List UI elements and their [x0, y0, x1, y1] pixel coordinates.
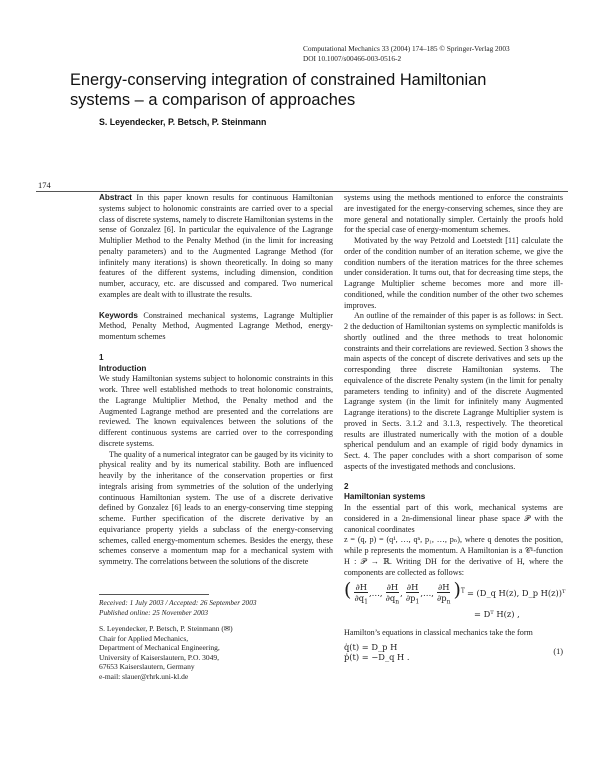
partial-p1: $\frac{\partial H}{\partial p_1}$ — [405, 581, 420, 606]
section-1-title: Introduction — [99, 363, 147, 373]
divider-rule — [36, 191, 568, 192]
section-2-title: Hamiltonian systems — [344, 492, 426, 502]
section-1-number: 1 — [99, 352, 104, 362]
partial-pn: $\frac{\partial H}{\partial p_n}$ — [436, 581, 451, 606]
gradient-rhs-2: = Dᵀ H(z) , — [474, 609, 520, 620]
keywords-label: Keywords — [99, 310, 138, 320]
section-2-paragraph-1b: z = (q, p) = (q¹, …, qⁿ, p₁, …, pₙ), where q denotes the position, while p represents the momentum. A Hamiltonian is a 𝒞¹-function H : 𝒫 → ℝ. Writing DH for the derivative of H, where the components are collected as follows: — [344, 535, 563, 577]
paper-title — [70, 70, 540, 110]
section-1-paragraph-4: Motivated by the way Petzold and Loetstedt [11] calculate the order of the condition number of an iteration scheme, we give the condition numbers of the iteration matrices for the three schemes under consideration. It turns out, that for decreasing time steps, the Lagrange Multiplier scheme becomes more and more ill-conditioned, while the condition number of the other two schemes improves. — [344, 236, 563, 310]
gradient-equation: ( $\frac{\partial H}{\partial q_1}$ ,…, $\frac{\partial H}{\partial q_n}$ , $\frac{\partial H}{\partial p_1}$ ,…, $\frac{\partial H}{\partial p_n}$ )$^T$ = (D_q H(z), D_p H(z))ᵀ — [344, 579, 566, 606]
section-1-paragraph-3: systems using the methods mentioned to enforce the constraints are investigated for the energy-conserving schemes, since they are more general and notationally simpler. Certainly the proofs hold for the special case of energy-momentum schemes. — [344, 193, 563, 235]
address-line-5: 67653 Kaiserslautern, Germany — [99, 662, 195, 671]
abstract-text: In this paper known results for continuous Hamiltonian systems subject to holonomic constraints are carried over to a special class of discrete systems, namely to discrete Hamiltonian systems in the sense of Gonzalez [6]. In particular the equivalence of the Lagrange Multiplier Method to the Penalty Method (in the limit for increasing penalty parameters) and to the Augmented Lagrange Method (for infinitely many iterations) is shown theoretically. In doing so many features of the different systems, including dimension, condition number, accuracy, etc. are discussed and compared. Two numerical examples are dealt with to illustrate the results. — [99, 193, 334, 299]
section-2-paragraph-1a: In the essential part of this work, mechanical systems are considered in a 2n-dimensional linear phase space 𝒫 with the canonical coordinates — [344, 503, 563, 534]
address-line-3: Department of Mechanical Engineering, — [99, 643, 220, 652]
address-line-1: S. Leyendecker, P. Betsch, P. Steinmann (✉) — [99, 624, 233, 633]
section-1-paragraph-1: We study Hamiltonian systems subject to holonomic constraints in this work. Three well established methods to treat holonomic constraints, the Lagrange Multiplier Method, the Penalty method and the Augmented Lagrange method are presented and the correlations are reviewed. The known equivalences between the solutions of the different continuous systems are carried over to the corresponding discrete systems. — [99, 374, 333, 448]
equation-number: (1) — [553, 646, 563, 656]
email[interactable]: e-mail: slauer@rhrk.uni-kl.de — [99, 671, 189, 681]
gradient-rhs-1: = (D_q H(z), D_p H(z))ᵀ — [466, 588, 566, 599]
published-online: Published online: 25 November 2003 — [99, 607, 209, 617]
doi-line: DOI 10.1007/s00466-003-0516-2 — [303, 54, 402, 63]
authors: S. Leyendecker, P. Betsch, P. Steinmann — [99, 117, 267, 127]
section-2-number: 2 — [344, 481, 349, 491]
section-2-paragraph-2: Hamilton’s equations in classical mechanics take the form — [344, 627, 533, 637]
received-accepted: Received: 1 July 2003 / Accepted: 26 September 2003 — [99, 598, 257, 607]
abstract — [99, 193, 333, 301]
section-1-paragraph-2: The quality of a numerical integrator can be gauged by its vicinity to physical reality and by its numerical stability. Both are influenced heavily by the inheritance of the conservation properties or first integrals arising from symmetries of the solution of the underlying continuous Hamiltonian system. The use of a discrete derivative defined by Gonzalez [6] leads to an energy-conserving time stepping scheme. Further specification of the discrete derivative by an equivariance property yields a subclass of the energy-conserving schemes, called energy-momentum schemes. Besides the energy, these schemes conserve a momentum map for a mechanical system with symmetry. The correlations between the solutions of the discrete — [99, 449, 333, 566]
journal-line: Computational Mechanics 33 (2004) 174–185 © Springer-Verlag 2003 — [303, 44, 510, 53]
keywords-text: Constrained mechanical systems, Lagrange Multiplier Method, Penalty Method, Augmented Lagrange Method, energy-momentum schemes — [99, 310, 333, 341]
address-line-4: University of Kaiserslautern, P.O. 3049, — [99, 652, 219, 662]
keywords — [99, 311, 333, 343]
partial-qn: $\frac{\partial H}{\partial q_n}$ — [385, 581, 400, 606]
footnote-rule — [99, 594, 209, 595]
address-line-2: Chair for Applied Mechanics, — [99, 633, 189, 643]
received-dates — [99, 598, 333, 617]
hamilton-equations — [344, 642, 563, 664]
section-1-paragraph-5: An outline of the remainder of this paper is as follows: in Sect. 2 the deduction of Hamiltonian systems on symplectic manifolds is shortly outlined and the three methods to treat holonomic constraints and their correlations are reviewed. Section 3 shows the main aspects of the concept of discrete derivatives and sets up the corresponding three discrete Hamiltonian systems. The equivalence of the discrete Penalty system (in the limit for penalty parameters tending to infinity) and of the discrete Augmented Lagrange system (in the limit for infinitely many Augmented Lagrange iterations) to the discrete Lagrange Multiplier system is proved in Sects. 3.1.2 and 3.1.3, respectively. The theoretical results are illustrated numerically with the motion of a double spherical pendulum and an example of rigid body dynamics in Sect. 4. The paper concludes with a short comparison of some aspects of the investigated methods and conclusions. — [344, 311, 563, 471]
author-address — [99, 624, 333, 681]
partial-q1: $\frac{\partial H}{\partial q_1}$ — [354, 581, 368, 606]
right-column — [344, 193, 566, 663]
page-number: 174 — [38, 180, 51, 190]
title-line-2: systems – a comparison of approaches — [70, 91, 356, 109]
hamilton-eq-p: ṗ(t) = −D_q H . — [344, 652, 410, 663]
left-column — [99, 193, 333, 568]
title-line-1: Energy-conserving integration of constrained Hamiltonian — [70, 71, 487, 89]
hamilton-eq-q: q̇(t) = D_p H — [344, 641, 398, 652]
journal-citation — [303, 44, 563, 64]
abstract-label: Abstract — [99, 193, 132, 202]
